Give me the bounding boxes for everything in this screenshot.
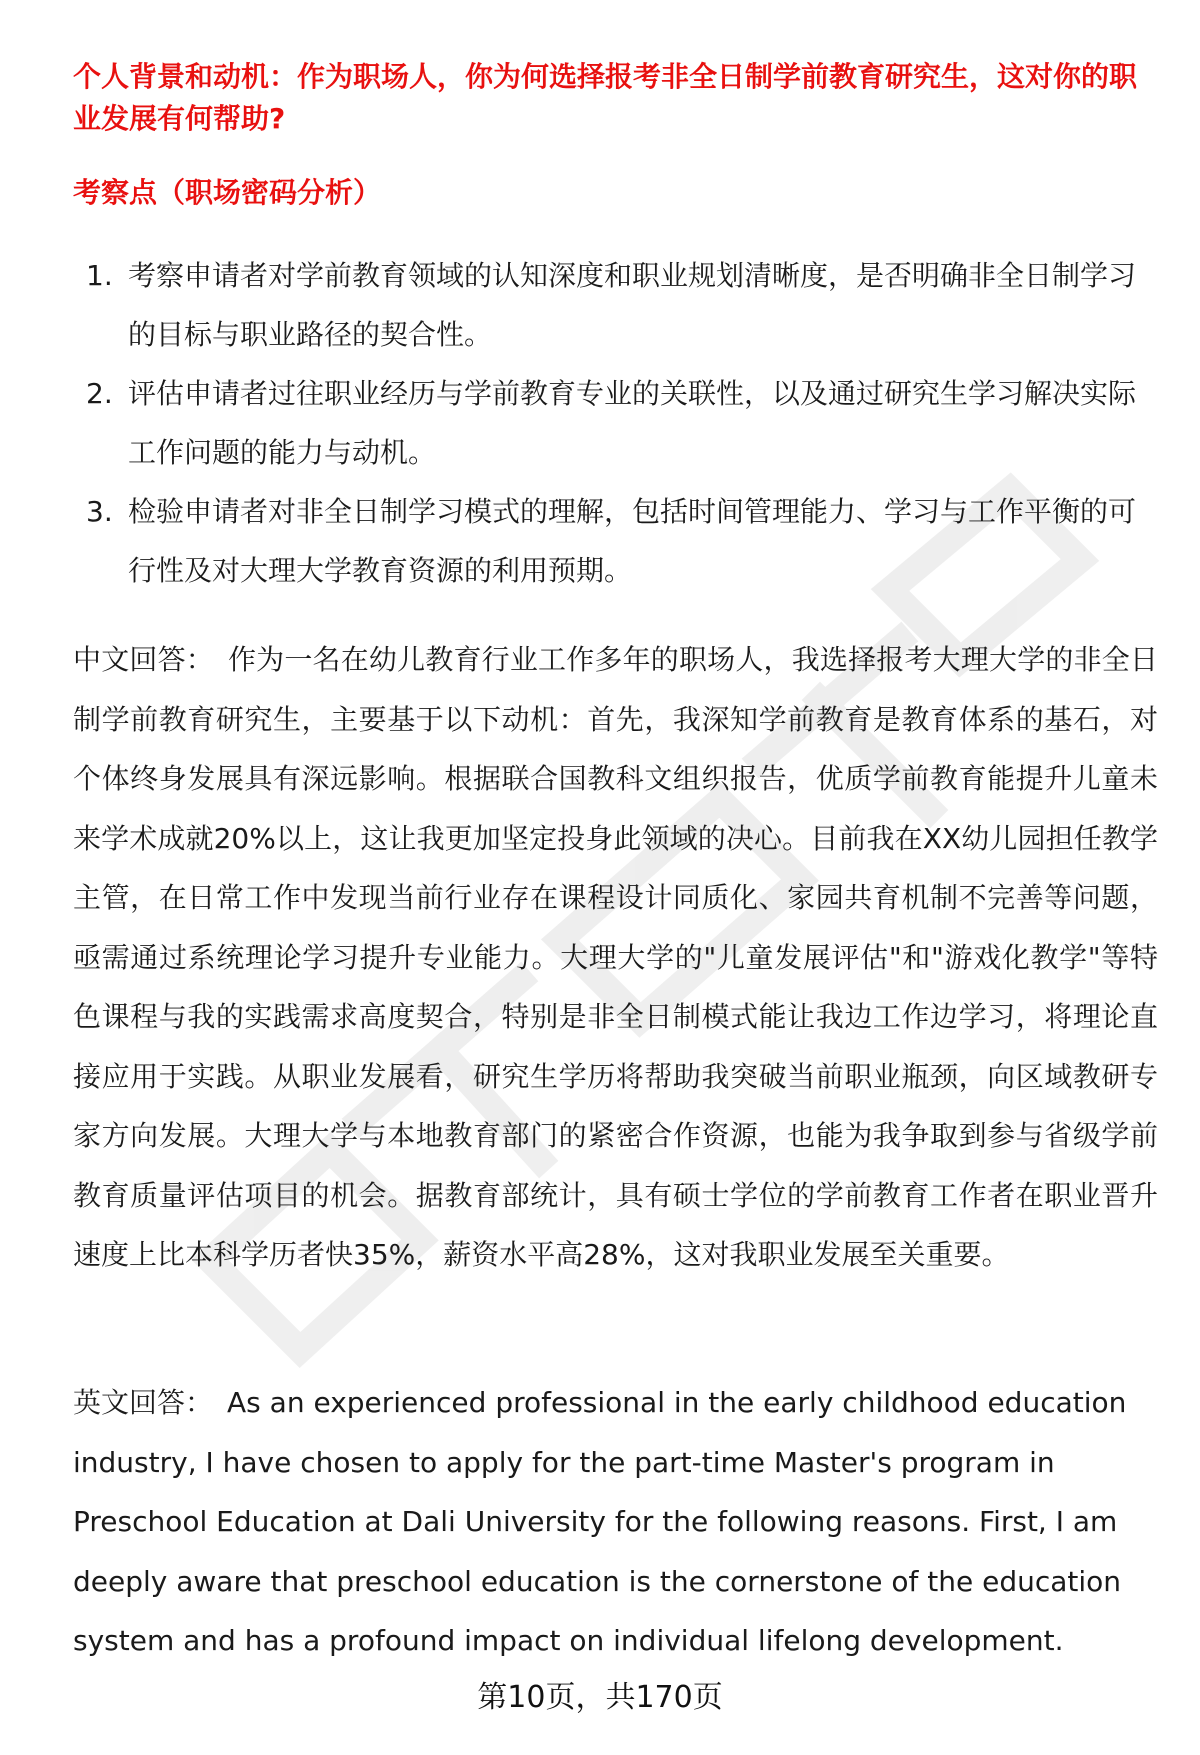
point-text: 考察申请者对学前教育领域的认知深度和职业规划清晰度，是否明确非全日制学习的目标与职业路径的契合性。	[128, 259, 1137, 351]
question-heading: 个人背景和动机：作为职场人，你为何选择报考非全日制学前教育研究生，这对你的职业发展有何帮助?	[73, 60, 1138, 135]
chinese-answer-label: 中文回答：	[73, 643, 214, 676]
analysis-point	[73, 364, 1153, 482]
english-answer	[73, 1373, 1158, 1671]
analysis-points-list	[73, 246, 1153, 600]
page-number-footer: 第10页，共170页	[477, 1680, 723, 1715]
chinese-answer	[73, 630, 1158, 1285]
point-text: 评估申请者过往职业经历与学前教育专业的关联性，以及通过研究生学习解决实际工作问题的能力与动机。	[128, 377, 1137, 469]
point-text: 检验申请者对非全日制学习模式的理解，包括时间管理能力、学习与工作平衡的可行性及对大理大学教育资源的利用预期。	[128, 495, 1137, 587]
english-answer-label: 英文回答：	[73, 1386, 214, 1419]
analysis-point	[73, 482, 1153, 600]
chinese-answer-text: 作为一名在幼儿教育行业工作多年的职场人，我选择报考大理大学的非全日制学前教育研究生，主要基于以下动机：首先，我深知学前教育是教育体系的基石，对个体终身发展具有深远影响。根据联合国教科文组织报告，优质学前教育能提升儿童未来学术成就20%以上，这让我更加坚定投身此领域的决心。目前我在XX幼儿园担任教学主管，在日常工作中发现当前行业存在课程设计同质化、家园共育机制不完善等问题，亟需通过系统理论学习提升专业能力。大理大学的"儿童发展评估"和"游戏化教学"等特色课程与我的实践需求高度契合，特别是非全日制模式能让我边工作边学习，将理论直接应用于实践。从职业发展看，研究生学历将帮助我突破当前职业瓶颈，向区域教研专家方向发展。大理大学与本地教育部门的紧密合作资源，也能为我争取到参与省级学前教育质量评估项目的机会。据教育部统计，具有硕士学位的学前教育工作者在职业晋升速度上比本科学历者快35%，薪资水平高28%，这对我职业发展至关重要。	[73, 643, 1158, 1271]
english-answer-text: As an experienced professional in the early childhood education industry, I have chosen to apply for the part-time Master's program in Preschool Education at Dali University for the following reasons. First, I am deeply aware that preschool education is the cornerstone of the education system and has a profound impact on individual lifelong development.	[73, 1386, 1127, 1657]
analysis-title: 考察点（职场密码分析）	[73, 176, 382, 209]
analysis-point	[73, 246, 1153, 364]
point-number: 3.	[86, 495, 113, 528]
point-number: 2.	[86, 377, 113, 410]
point-number: 1.	[86, 259, 113, 292]
